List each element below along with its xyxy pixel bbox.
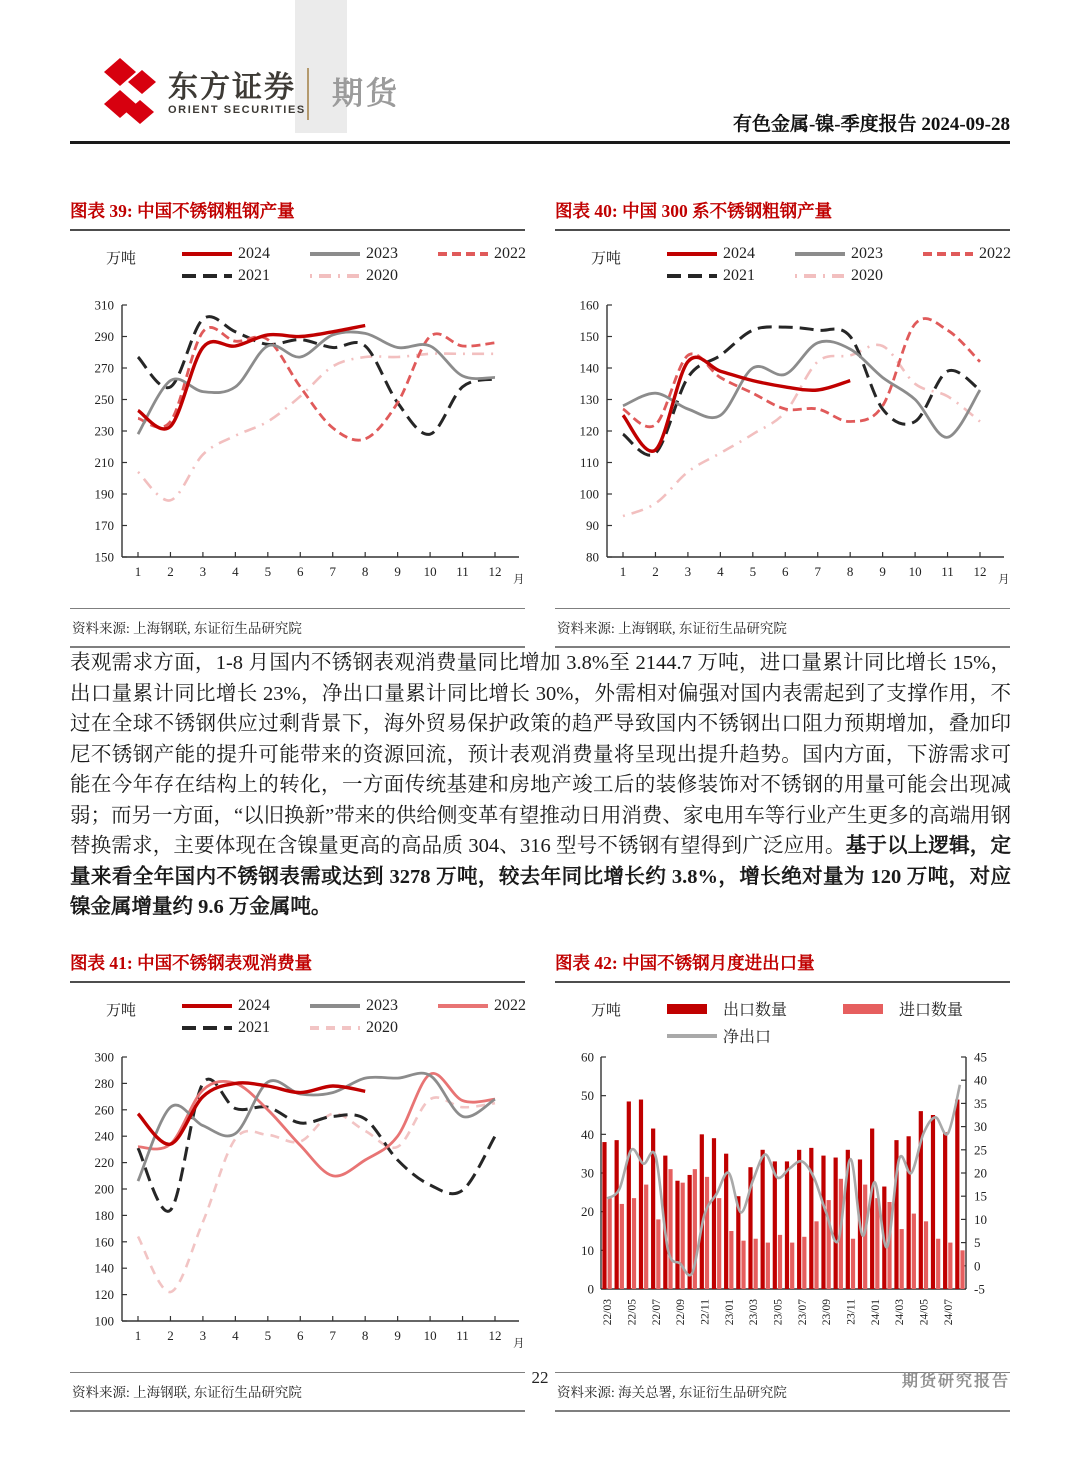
x-tick-label: 22/09 xyxy=(675,1299,688,1326)
svg-text:11: 11 xyxy=(456,1328,469,1343)
bar-进口数量 xyxy=(778,1235,782,1289)
legend-label: 2022 xyxy=(494,997,527,1014)
svg-text:15: 15 xyxy=(974,1188,987,1204)
figure-row-2 xyxy=(70,948,1010,1412)
svg-text:6: 6 xyxy=(297,564,304,579)
bar-出口数量 xyxy=(955,1100,959,1289)
legend-label: 2022 xyxy=(494,245,527,262)
header-divider xyxy=(307,68,309,120)
svg-text:4: 4 xyxy=(232,1328,239,1343)
bar-出口数量 xyxy=(700,1134,704,1289)
bar-出口数量 xyxy=(761,1150,765,1289)
svg-text:10: 10 xyxy=(908,564,922,579)
figure-42-header xyxy=(555,997,1010,1049)
svg-text:10: 10 xyxy=(423,1328,437,1343)
legend-swatch-icon xyxy=(182,248,232,260)
figure-40-header xyxy=(555,245,1010,297)
legend-item-2020 xyxy=(310,1019,398,1037)
legend-label: 2023 xyxy=(366,997,399,1014)
legend-swatch-icon xyxy=(667,1030,717,1042)
svg-text:月: 月 xyxy=(513,574,525,586)
svg-text:140: 140 xyxy=(94,1260,114,1276)
svg-text:20: 20 xyxy=(581,1204,594,1220)
figure-41-title: 图表 41: 中国不锈钢表观消费量 xyxy=(70,948,525,983)
logo-diamonds-icon xyxy=(100,56,158,132)
svg-text:40: 40 xyxy=(974,1072,987,1088)
bar-进口数量 xyxy=(936,1239,940,1289)
svg-text:-5: -5 xyxy=(974,1281,985,1297)
legend-label: 2022 xyxy=(979,245,1012,262)
svg-text:210: 210 xyxy=(94,455,114,470)
logo-text xyxy=(168,72,306,116)
svg-text:200: 200 xyxy=(94,1181,114,1197)
bar-出口数量 xyxy=(797,1150,801,1289)
legend-swatch-icon xyxy=(667,270,717,282)
x-tick-label: 24/03 xyxy=(894,1299,907,1326)
figure-39 xyxy=(70,196,525,648)
bar-进口数量 xyxy=(790,1243,794,1289)
bar-进口数量 xyxy=(802,1237,806,1289)
svg-text:1: 1 xyxy=(134,564,142,579)
legend-swatch-icon xyxy=(182,1022,232,1034)
x-tick-label: 23/07 xyxy=(796,1299,809,1326)
svg-text:25: 25 xyxy=(974,1142,987,1158)
y-axis-unit: 万吨 xyxy=(106,251,137,267)
svg-text:260: 260 xyxy=(94,1102,114,1118)
legend-label: 2020 xyxy=(851,267,884,284)
bar-进口数量 xyxy=(608,1198,612,1289)
svg-text:60: 60 xyxy=(581,1049,594,1065)
bar-出口数量 xyxy=(773,1161,777,1289)
report-title: 有色金属-镍-季度报告 2024-09-28 xyxy=(732,114,1010,135)
legend-swatch-icon xyxy=(182,270,232,282)
svg-text:3: 3 xyxy=(199,1328,207,1343)
svg-text:8: 8 xyxy=(361,1328,369,1343)
svg-text:250: 250 xyxy=(94,392,114,407)
svg-text:100: 100 xyxy=(579,486,599,502)
figure-41-chart xyxy=(70,1049,525,1361)
paragraph-bold-text: 基于以上逻辑，定量来看全年国内不锈钢表需或达到 3278 万吨，较去年同比增长约 3.8%，增长绝对量为 120 万吨，对应镍金属增量约 9.6 万金属吨。 xyxy=(70,835,1011,918)
legend-label: 2021 xyxy=(723,267,756,284)
svg-text:4: 4 xyxy=(232,564,239,579)
svg-text:3: 3 xyxy=(684,564,692,579)
bar-进口数量 xyxy=(644,1185,648,1289)
svg-text:6: 6 xyxy=(782,564,789,579)
bar-进口数量 xyxy=(875,1198,879,1289)
figure-42-title: 图表 42: 中国不锈钢月度进出口量 xyxy=(555,948,1010,983)
legend-item-2024 xyxy=(182,245,270,263)
legend-swatch-icon xyxy=(310,1022,360,1034)
svg-text:10: 10 xyxy=(974,1211,987,1227)
legend-swatch-icon xyxy=(182,1000,232,1012)
svg-text:10: 10 xyxy=(581,1242,594,1258)
bar-进口数量 xyxy=(632,1198,636,1289)
legend-item-出口数量 xyxy=(667,997,787,1020)
series-2024-line xyxy=(623,357,850,451)
footer-brand: 期货研究报告 xyxy=(901,1373,1010,1390)
x-tick-label: 22/05 xyxy=(626,1299,639,1326)
svg-text:80: 80 xyxy=(586,549,599,565)
svg-text:12: 12 xyxy=(973,564,987,579)
legend-swatch-icon xyxy=(310,1000,360,1012)
series-2023-line xyxy=(138,332,495,434)
bar-进口数量 xyxy=(900,1229,904,1289)
figure-40-source: 资料来源: 上海钢联, 东证衍生品研究院 xyxy=(555,608,1010,648)
legend-swatch-icon xyxy=(923,248,973,260)
figure-39-title: 图表 39: 中国不锈钢粗钢产量 xyxy=(70,196,525,231)
brand-name-en: ORIENT SECURITIES xyxy=(168,104,306,116)
svg-text:130: 130 xyxy=(579,392,599,407)
svg-text:190: 190 xyxy=(94,486,114,502)
body-paragraph xyxy=(70,648,1011,923)
legend-item-进口数量 xyxy=(843,997,963,1020)
bar-进口数量 xyxy=(705,1177,709,1289)
svg-text:100: 100 xyxy=(94,1313,114,1329)
svg-text:月: 月 xyxy=(513,1338,525,1350)
x-tick-label: 22/11 xyxy=(699,1299,712,1325)
legend-label: 2020 xyxy=(366,1019,399,1036)
svg-text:35: 35 xyxy=(974,1095,987,1111)
svg-text:9: 9 xyxy=(394,564,401,579)
bar-出口数量 xyxy=(615,1140,619,1289)
figure-39-header xyxy=(70,245,525,297)
legend-item-2023 xyxy=(795,245,883,263)
bar-进口数量 xyxy=(620,1204,624,1289)
x-tick-label: 23/11 xyxy=(845,1299,858,1325)
legend-label: 2023 xyxy=(851,245,884,262)
svg-text:280: 280 xyxy=(94,1075,114,1091)
x-tick-label: 22/03 xyxy=(602,1299,615,1326)
bar-出口数量 xyxy=(821,1156,825,1289)
legend-item-2024 xyxy=(667,245,755,263)
legend-swatch-icon xyxy=(438,1000,488,1012)
series-2021-line xyxy=(138,1079,495,1211)
bar-进口数量 xyxy=(851,1239,855,1289)
bar-进口数量 xyxy=(924,1221,928,1289)
svg-text:90: 90 xyxy=(586,518,599,533)
legend-item-净出口 xyxy=(667,1024,787,1047)
svg-text:30: 30 xyxy=(974,1119,987,1135)
svg-text:9: 9 xyxy=(394,1328,401,1343)
svg-text:9: 9 xyxy=(879,564,886,579)
x-tick-label: 22/07 xyxy=(650,1299,663,1326)
legend-item-2021 xyxy=(182,1019,270,1037)
bar-进口数量 xyxy=(717,1198,721,1289)
bar-出口数量 xyxy=(907,1136,911,1289)
svg-text:50: 50 xyxy=(581,1088,594,1104)
svg-text:5: 5 xyxy=(749,564,757,579)
bar-出口数量 xyxy=(943,1132,947,1289)
legend-item-2023 xyxy=(310,997,398,1015)
page-header xyxy=(70,50,1010,138)
bar-出口数量 xyxy=(931,1115,935,1289)
svg-text:5: 5 xyxy=(264,1328,272,1343)
svg-text:170: 170 xyxy=(94,518,114,533)
series-2020-line xyxy=(623,345,980,516)
legend-swatch-icon xyxy=(795,270,845,282)
x-tick-label: 24/01 xyxy=(869,1299,882,1326)
legend-item-2022 xyxy=(923,245,1011,263)
bar-进口数量 xyxy=(729,1231,733,1289)
svg-text:290: 290 xyxy=(94,329,114,344)
legend-swatch-icon xyxy=(843,1003,893,1015)
figure-42 xyxy=(555,948,1010,1412)
svg-text:3: 3 xyxy=(199,564,207,579)
svg-text:1: 1 xyxy=(134,1328,142,1343)
division-label: 期货 xyxy=(332,76,400,111)
figure-40-title: 图表 40: 中国 300 系不锈钢粗钢产量 xyxy=(555,196,1010,231)
figure-41 xyxy=(70,948,525,1412)
figure-42-source: 资料来源: 海关总署, 东证衍生品研究院 xyxy=(555,1372,1010,1412)
svg-text:220: 220 xyxy=(94,1155,114,1171)
svg-text:11: 11 xyxy=(941,564,954,579)
legend-label: 2021 xyxy=(238,267,271,284)
figure-42-chart xyxy=(555,1049,1010,1361)
legend-label: 进口数量 xyxy=(899,1002,964,1019)
y-axis-unit: 万吨 xyxy=(591,1003,622,1019)
bar-进口数量 xyxy=(814,1221,818,1289)
svg-text:270: 270 xyxy=(94,360,114,376)
x-tick-label: 24/07 xyxy=(942,1299,955,1326)
svg-text:10: 10 xyxy=(423,564,437,579)
svg-text:5: 5 xyxy=(974,1235,981,1251)
brand-name-cn: 东方证券 xyxy=(168,71,296,104)
figure-40 xyxy=(555,196,1010,648)
series-2022-line xyxy=(623,319,980,427)
legend-swatch-icon xyxy=(667,1003,717,1015)
figure-39-source: 资料来源: 上海钢联, 东证衍生品研究院 xyxy=(70,608,525,648)
svg-text:7: 7 xyxy=(814,564,821,579)
header-rule xyxy=(70,141,1010,144)
svg-text:120: 120 xyxy=(94,1287,114,1303)
svg-text:2: 2 xyxy=(652,564,659,579)
page-number: 22 xyxy=(531,1368,549,1387)
svg-text:120: 120 xyxy=(579,423,599,439)
svg-text:1: 1 xyxy=(619,564,627,579)
legend-item-2022 xyxy=(438,997,526,1015)
svg-text:240: 240 xyxy=(94,1128,114,1144)
figure-41-header xyxy=(70,997,525,1049)
svg-text:8: 8 xyxy=(846,564,854,579)
legend-swatch-icon xyxy=(795,248,845,260)
svg-text:2: 2 xyxy=(167,564,174,579)
bar-出口数量 xyxy=(602,1142,606,1289)
legend-item-2021 xyxy=(182,267,270,285)
figure-39-legend xyxy=(182,245,526,285)
x-tick-label: 23/05 xyxy=(772,1299,785,1326)
figure-row-1 xyxy=(70,196,1010,648)
legend-label: 2024 xyxy=(238,997,271,1014)
legend-item-2023 xyxy=(310,245,398,263)
svg-text:150: 150 xyxy=(94,549,114,565)
figure-41-legend xyxy=(182,997,526,1037)
legend-label: 2020 xyxy=(366,267,399,284)
figure-42-legend xyxy=(667,997,963,1047)
svg-text:230: 230 xyxy=(94,423,114,439)
legend-label: 净出口 xyxy=(723,1029,772,1046)
bar-进口数量 xyxy=(668,1169,672,1289)
legend-item-2020 xyxy=(310,267,398,285)
svg-text:0: 0 xyxy=(587,1281,594,1297)
svg-text:20: 20 xyxy=(974,1165,987,1181)
bar-出口数量 xyxy=(688,1175,692,1289)
legend-item-2020 xyxy=(795,267,883,285)
bar-出口数量 xyxy=(834,1158,838,1289)
svg-text:7: 7 xyxy=(329,1328,336,1343)
svg-text:12: 12 xyxy=(488,1328,502,1343)
svg-text:150: 150 xyxy=(579,329,599,344)
bar-出口数量 xyxy=(870,1129,874,1289)
svg-text:11: 11 xyxy=(456,564,469,579)
bar-进口数量 xyxy=(912,1214,916,1289)
y-axis-unit: 万吨 xyxy=(591,251,622,267)
svg-text:7: 7 xyxy=(329,564,336,579)
svg-text:5: 5 xyxy=(264,564,272,579)
bar-进口数量 xyxy=(741,1241,745,1289)
svg-text:0: 0 xyxy=(974,1258,981,1274)
legend-swatch-icon xyxy=(310,248,360,260)
svg-text:160: 160 xyxy=(94,1234,114,1250)
svg-text:180: 180 xyxy=(94,1207,114,1223)
svg-text:2: 2 xyxy=(167,1328,174,1343)
x-tick-label: 23/03 xyxy=(748,1299,761,1326)
figure-40-legend xyxy=(667,245,1011,285)
orient-securities-logo xyxy=(100,56,306,132)
bar-出口数量 xyxy=(675,1181,679,1289)
bar-进口数量 xyxy=(656,1219,660,1289)
legend-label: 2024 xyxy=(238,245,271,262)
x-tick-label: 24/05 xyxy=(918,1299,931,1326)
svg-text:30: 30 xyxy=(581,1165,594,1181)
bar-出口数量 xyxy=(785,1161,789,1289)
svg-text:12: 12 xyxy=(488,564,502,579)
series-2024-line xyxy=(138,326,365,429)
bar-进口数量 xyxy=(681,1183,685,1289)
bar-进口数量 xyxy=(766,1243,770,1289)
svg-text:140: 140 xyxy=(579,360,599,376)
svg-text:8: 8 xyxy=(361,564,369,579)
paragraph-normal-text: 表观需求方面，1-8 月国内不锈钢表观消费量同比增加 3.8%至 2144.7 万吨，进口量累计同比增长 15%，出口量累计同比增长 23%，净出口量累计同比增长 30%，外需相对偏强对国内表需起到了支撑作用，不过在全球不锈钢供应过剩背景下，海外贸易保护政策的趋严导致国内不锈钢出口阻力预期增加，叠加印尼不锈钢产能的提升可能带来的资源回流，预计表观消费量将呈现出提升趋势。国内方面，下游需求可能在今年存在结构上的转化，一方面传统基建和房地产竣工后的装修装饰对不锈钢的用量可能会出现减弱；而另一方面，“以旧换新”带来的供给侧变革有望推动日用消费、家电用车等行业产生更多的高端用钢替换需求，主要体现在含镍量更高的高品质 304、316 型号不锈钢有望得到广泛应用。 xyxy=(70,652,1011,857)
legend-label: 2023 xyxy=(366,245,399,262)
legend-item-2021 xyxy=(667,267,755,285)
legend-label: 2021 xyxy=(238,1019,271,1036)
svg-text:110: 110 xyxy=(579,455,599,470)
figure-41-source: 资料来源: 上海钢联, 东证衍生品研究院 xyxy=(70,1372,525,1412)
bar-出口数量 xyxy=(627,1101,631,1289)
y-axis-unit: 万吨 xyxy=(106,1003,137,1019)
svg-text:160: 160 xyxy=(579,297,599,313)
svg-text:40: 40 xyxy=(581,1126,594,1142)
x-tick-label: 23/09 xyxy=(821,1299,834,1326)
legend-swatch-icon xyxy=(667,248,717,260)
x-tick-label: 23/01 xyxy=(723,1299,736,1326)
legend-label: 2024 xyxy=(723,245,756,262)
legend-item-2022 xyxy=(438,245,526,263)
bar-出口数量 xyxy=(712,1138,716,1289)
bar-进口数量 xyxy=(948,1243,952,1289)
legend-swatch-icon xyxy=(310,270,360,282)
figure-40-chart xyxy=(555,297,1010,597)
svg-text:4: 4 xyxy=(717,564,724,579)
svg-text:月: 月 xyxy=(998,574,1010,586)
svg-text:310: 310 xyxy=(94,297,114,313)
legend-label: 出口数量 xyxy=(723,1002,788,1019)
bar-进口数量 xyxy=(960,1250,964,1289)
figure-39-chart xyxy=(70,297,525,597)
svg-text:300: 300 xyxy=(94,1049,114,1065)
legend-swatch-icon xyxy=(438,248,488,260)
bar-进口数量 xyxy=(754,1239,758,1289)
svg-text:45: 45 xyxy=(974,1049,987,1065)
svg-text:6: 6 xyxy=(297,1328,304,1343)
legend-item-2024 xyxy=(182,997,270,1015)
bar-出口数量 xyxy=(639,1100,643,1289)
